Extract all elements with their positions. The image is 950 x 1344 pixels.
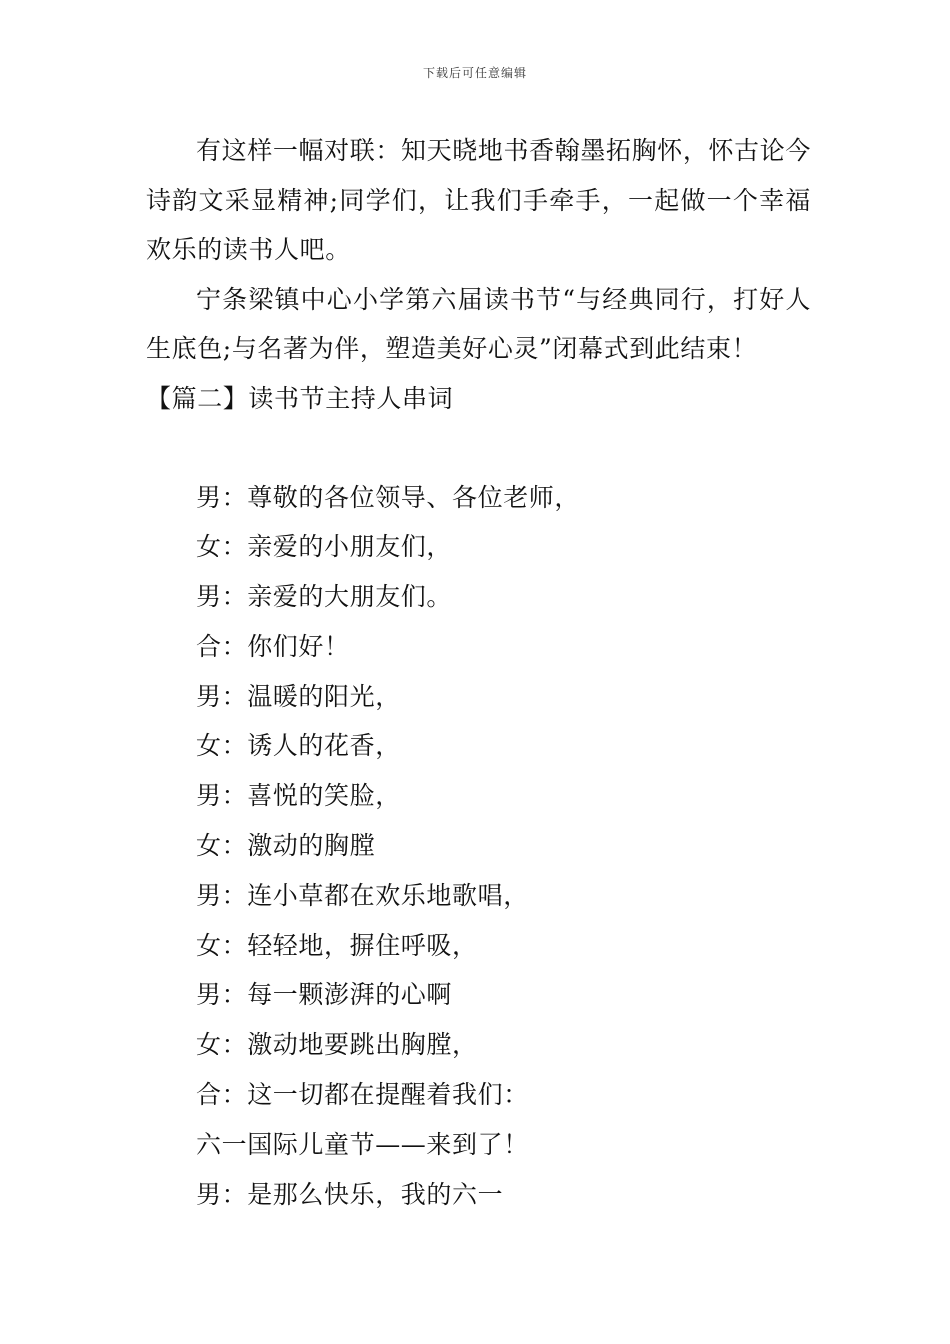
dialogue-line: 男：喜悦的笑脸， xyxy=(196,781,401,811)
page-header: 下载后可任意编辑 xyxy=(422,66,527,80)
dialogue-list xyxy=(146,473,811,1220)
dialogue-line: 女：诱人的花香， xyxy=(196,731,401,761)
dialogue-line: 男：温暖的阳光， xyxy=(196,681,401,711)
dialogue-line: 女：轻轻地，摒住呼吸， xyxy=(196,930,478,960)
dialogue-line: 男：尊敬的各位领导、各位老师， xyxy=(196,482,581,512)
dialogue-line: 男：每一颗澎湃的心啊 xyxy=(196,980,453,1010)
dialogue-line: 男：亲爱的大朋友们。 xyxy=(196,582,453,612)
dialogue-line: 六一国际儿童节——来到了！ xyxy=(196,1129,529,1159)
dialogue-line: 女：激动地要跳出胸膛， xyxy=(196,1030,478,1060)
dialogue-line: 合：你们好！ xyxy=(196,631,350,661)
dialogue-line: 男：连小草都在欢乐地歌唱， xyxy=(196,880,529,910)
paragraph-closing: 宁条梁镇中心小学第六届读书节“与经典同行，打好人生底色;与名著为伴，塑造美好心灵”闭幕式到此结束！ xyxy=(146,284,811,363)
dialogue-line: 男：是那么快乐，我的六一 xyxy=(196,1179,504,1209)
paragraph-couplet: 有这样一幅对联：知天晓地书香翰墨拓胸怀，怀古论今诗韵文采显精神;同学们，让我们手牵手，一起做一个幸福欢乐的读书人吧。 xyxy=(146,136,811,264)
blank-line xyxy=(146,423,811,473)
dialogue-line: 女：激动的胸膛 xyxy=(196,831,376,861)
dialogue-line: 女：亲爱的小朋友们， xyxy=(196,532,453,562)
section-title: 【篇二】读书节主持人串词 xyxy=(146,383,454,413)
dialogue-line: 合：这一切都在提醒着我们： xyxy=(196,1080,529,1110)
document-body xyxy=(146,126,811,1219)
